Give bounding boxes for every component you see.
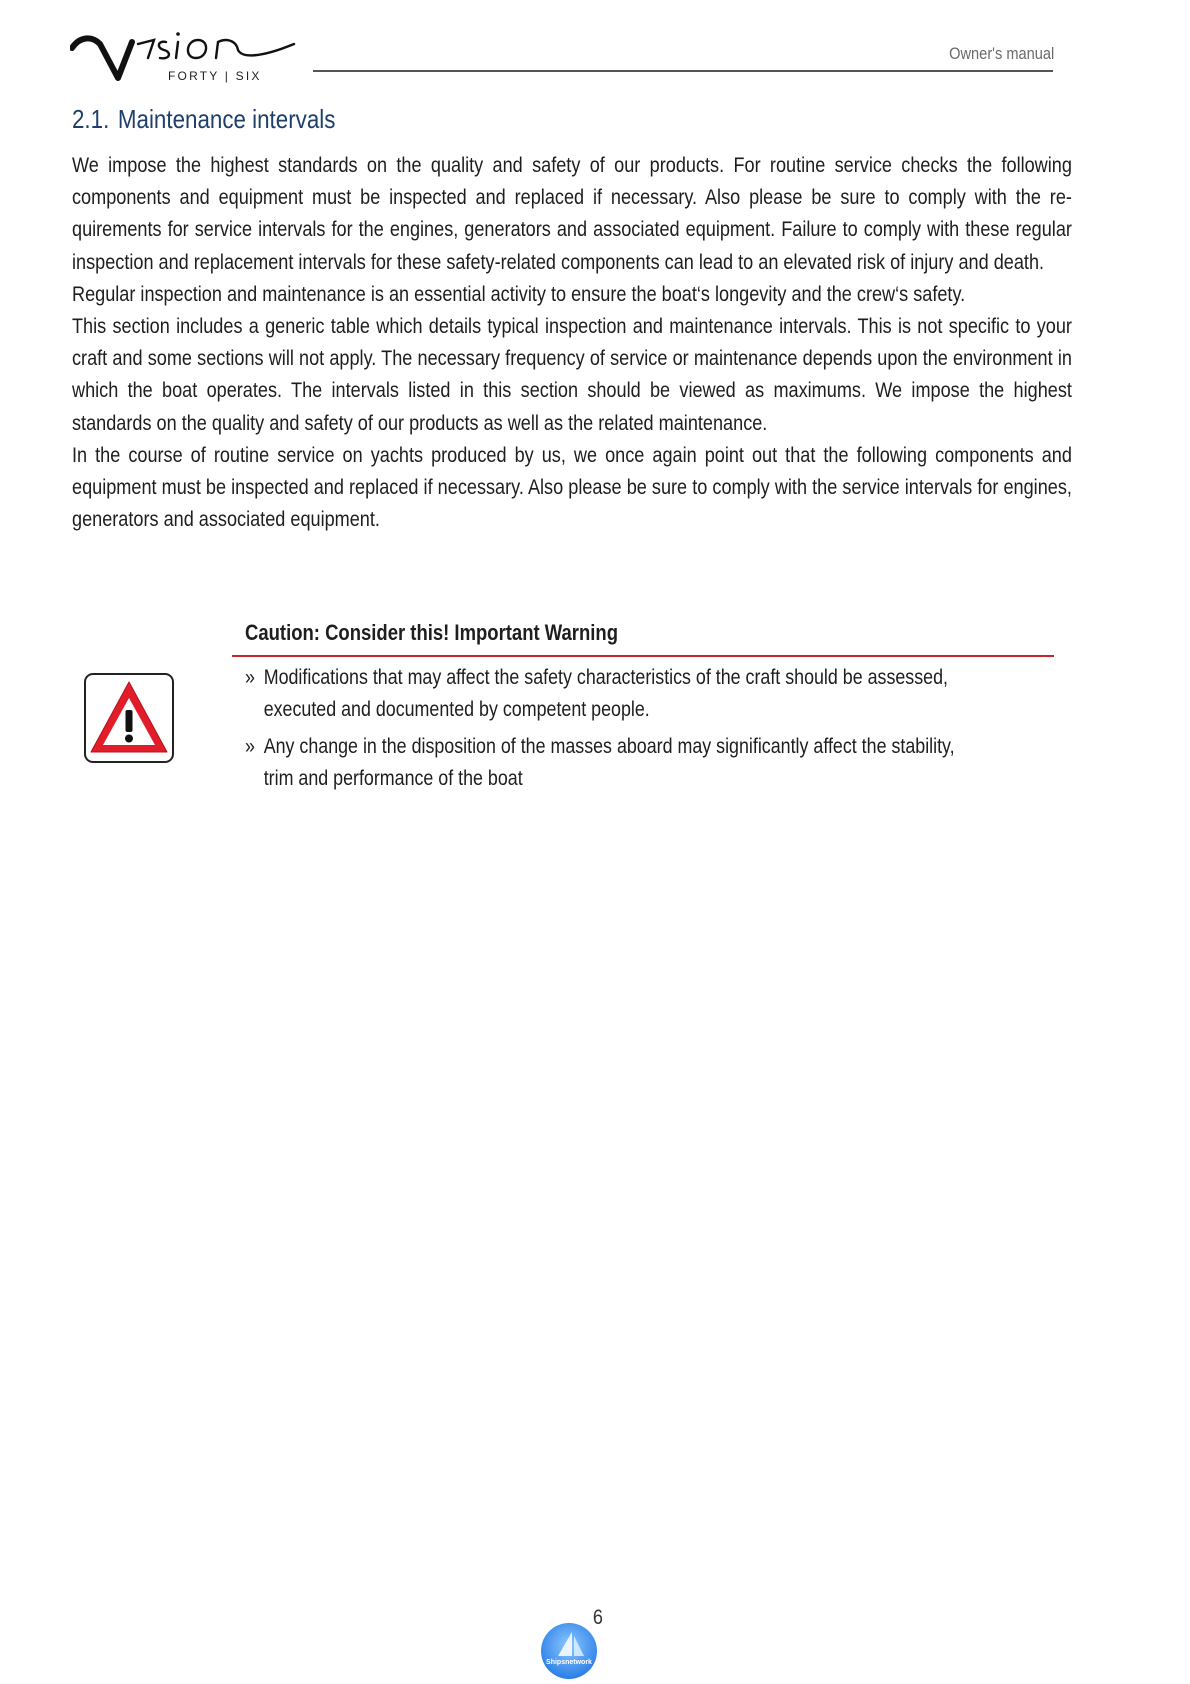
caution-divider	[232, 655, 1054, 657]
bullet-mark: »	[245, 735, 255, 758]
list-item	[245, 731, 976, 795]
section-number: 2.1.	[72, 104, 110, 134]
paragraph: In the course of routine service on yachts produced by us, we once again point out that the following components and equipment must be inspected and replaced if necessary. Also please be sure to comply with the service intervals for engines, generators and associated equipment.	[72, 443, 1072, 532]
list-item-text: Any change in the disposition of the masses aboard may significantly affect the stability, trim and performance of the boat	[263, 735, 955, 790]
header-divider	[313, 70, 1053, 72]
caution-title: Caution: Consider this! Important Warning	[245, 620, 619, 645]
paragraph: We impose the highest standards on the quality and safety of our products. For routine service checks the following components and equipment must be inspected and replaced if necessary. Also please be sure to comply with the re-quirements for service intervals for the engines, generators and associated equipment. Failure to comply with these regular inspection and replacement intervals for these safety-related components can lead to an elevated risk of injury and death.	[72, 154, 1072, 274]
bullet-mark: »	[245, 666, 255, 689]
warning-triangle-icon	[83, 672, 175, 764]
watermark-text: Shipsnetwork	[546, 1659, 592, 1666]
caution-list	[245, 662, 976, 800]
section-title	[72, 104, 335, 135]
document-label: Owner's manual	[948, 44, 1054, 63]
paragraph: Regular inspection and maintenance is an essential activity to ensure the boat‘s longevity and the crew‘s safety.	[72, 282, 966, 306]
paragraph: This section includes a generic table which details typical inspection and maintenance intervals. This is not specific to your craft and some sections will not apply. The necessary frequency of service or maintenance depends upon the environment in which the boat operates. The intervals listed in this section should be viewed as maximums. We impose the highest standards on the quality and safety of our products as well as the related maintenance.	[72, 315, 1072, 435]
list-item-text: Modifications that may affect the safety characteristics of the craft should be assessed, executed and documented by competent people.	[263, 666, 948, 721]
page-number: 6	[592, 1606, 603, 1629]
vision-logo	[70, 28, 320, 88]
logo-subtitle: FORTY | SIX	[168, 69, 262, 83]
list-item	[245, 662, 976, 726]
body-text	[72, 150, 1072, 536]
section-title-text: Maintenance intervals	[117, 104, 336, 134]
shipsnetwork-watermark	[540, 1622, 598, 1680]
